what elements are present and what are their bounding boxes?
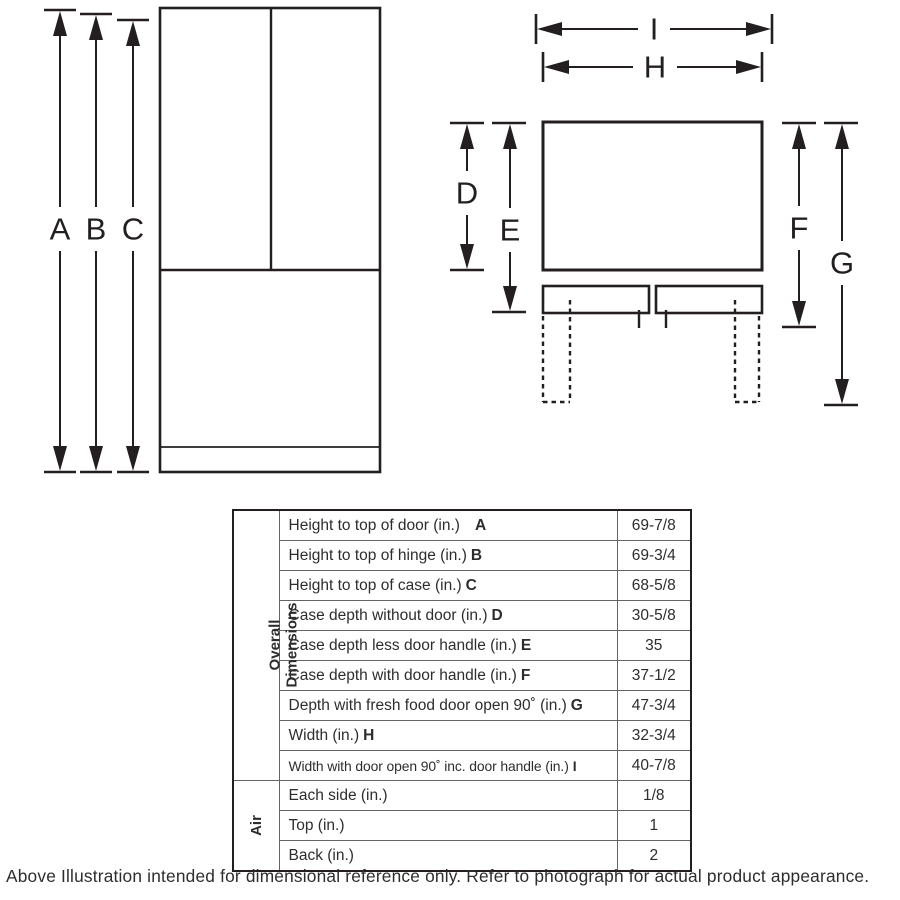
spec-value-cell: 69-7/8 xyxy=(617,510,691,541)
spec-label-cell: Case depth less door handle (in.) E xyxy=(279,631,617,661)
spec-value-cell: 69-3/4 xyxy=(617,541,691,571)
dimension-arrow-d xyxy=(450,123,484,270)
spec-value-cell: 47-3/4 xyxy=(617,691,691,721)
spec-label-cell: Case depth with door handle (in.) F xyxy=(279,661,617,691)
refrigerator-top-view-outline xyxy=(543,122,762,328)
dimension-arrow-e xyxy=(492,123,526,312)
dimension-arrow-b xyxy=(80,14,112,472)
spec-value-cell: 1 xyxy=(617,811,691,841)
dim-label-b: B xyxy=(85,211,107,247)
table-row xyxy=(233,661,691,691)
top-view-diagram xyxy=(450,12,858,406)
table-row xyxy=(233,811,691,841)
spec-label-cell: Height to top of hinge (in.) B xyxy=(279,541,617,571)
spec-label-cell: Width with door open 90˚ inc. door handle (in.) I xyxy=(279,751,617,781)
table-row xyxy=(233,631,691,661)
group-header-air: Air xyxy=(233,781,279,872)
spec-label-cell: Height to top of door (in.) A xyxy=(279,510,617,541)
right-door-top-view xyxy=(656,286,762,313)
dim-label-h: H xyxy=(643,49,667,85)
table-row xyxy=(233,601,691,631)
spec-label-cell: Height to top of case (in.) C xyxy=(279,571,617,601)
spec-value-cell: 1/8 xyxy=(617,781,691,811)
spec-value-cell: 32-3/4 xyxy=(617,721,691,751)
spec-label-cell: Case depth without door (in.) D xyxy=(279,601,617,631)
spec-label-cell: Top (in.) xyxy=(279,811,617,841)
table-row xyxy=(233,691,691,721)
dim-label-g: G xyxy=(829,245,855,281)
spec-label-cell: Depth with fresh food door open 90˚ (in.) G xyxy=(279,691,617,721)
dim-label-a: A xyxy=(49,211,71,247)
spec-label-cell: Back (in.) xyxy=(279,841,617,872)
spec-label-cell: Each side (in.) xyxy=(279,781,617,811)
spec-value-cell: 37-1/2 xyxy=(617,661,691,691)
table-row xyxy=(233,510,691,541)
dim-label-e: E xyxy=(499,212,521,248)
dim-label-f: F xyxy=(789,210,809,246)
right-door-handle-dashed-outline xyxy=(735,300,759,402)
dimension-arrow-a xyxy=(44,10,76,472)
spec-label-cell: Width (in.) H xyxy=(279,721,617,751)
table-row xyxy=(233,541,691,571)
left-door-handle-dashed-outline xyxy=(543,300,570,402)
spec-value-cell: 40-7/8 xyxy=(617,751,691,781)
left-door-top-view xyxy=(543,286,649,313)
case-top-view-outline xyxy=(543,122,762,270)
footnote-disclaimer: Above Illustration intended for dimensional reference only. Refer to photograph for actual product appearance. xyxy=(6,866,870,886)
spec-value-cell: 2 xyxy=(617,841,691,872)
spec-value-cell: 35 xyxy=(617,631,691,661)
dimension-arrow-c xyxy=(117,20,149,472)
dim-label-i: I xyxy=(649,11,659,47)
table-row xyxy=(233,721,691,751)
table-row xyxy=(233,571,691,601)
table-row xyxy=(233,751,691,781)
dimensions-table xyxy=(232,509,692,872)
dimension-arrow-g xyxy=(824,123,858,405)
refrigerator-front-outline xyxy=(160,8,380,472)
dim-label-d: D xyxy=(455,175,479,211)
dimension-arrow-h xyxy=(543,50,762,85)
dim-label-c: C xyxy=(121,211,145,247)
group-header-overall-dimensions: Overall Dimensions xyxy=(233,510,279,781)
front-view-diagram xyxy=(44,8,380,472)
dimension-arrow-i xyxy=(536,12,772,47)
spec-value-cell: 30-5/8 xyxy=(617,601,691,631)
dimension-arrow-f xyxy=(782,123,816,327)
spec-value-cell: 68-5/8 xyxy=(617,571,691,601)
table-row xyxy=(233,781,691,811)
